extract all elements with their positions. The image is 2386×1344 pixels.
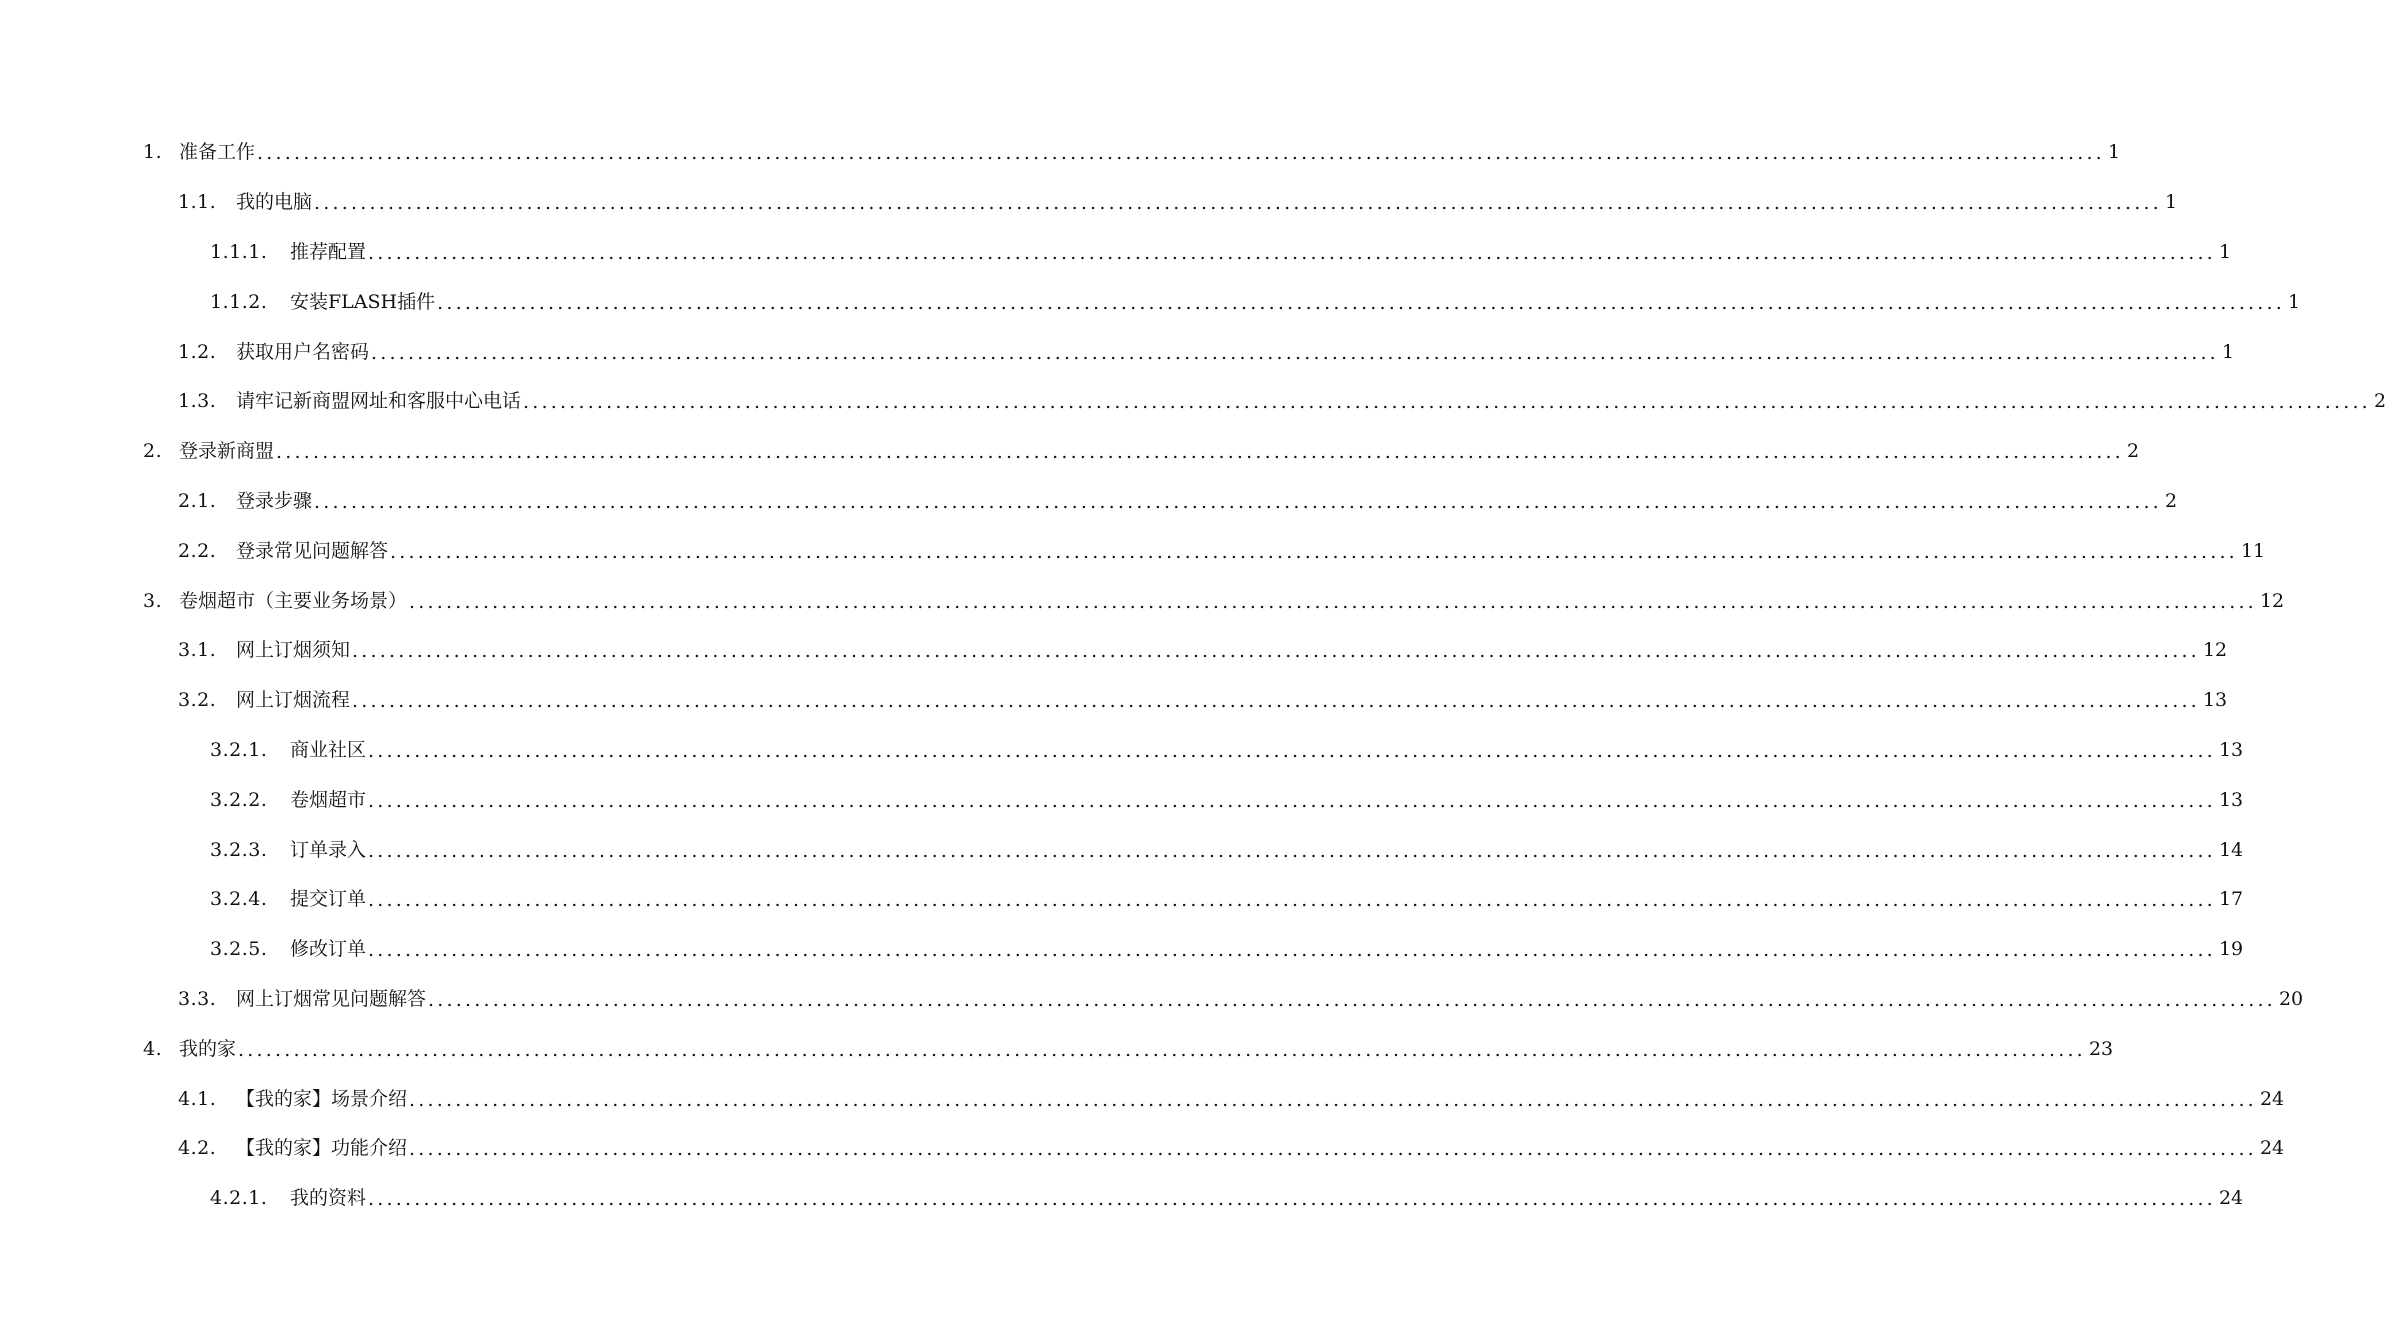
toc-entry-title: 请牢记新商盟网址和客服中心电话 <box>236 390 522 413</box>
toc-dot-leader: ........................................................................................................................................................................................................ <box>523 391 2371 414</box>
toc-entry-page-number: 17 <box>2218 888 2244 911</box>
toc-entry-number: 3.2. <box>178 689 217 712</box>
toc-entry-number: 1.3. <box>178 390 217 413</box>
toc-entry-page-number: 23 <box>2088 1037 2114 1060</box>
toc-entry-title: 【我的家】功能介绍 <box>236 1137 408 1160</box>
toc-entry[interactable] <box>0 1124 2285 1174</box>
toc-entry-page-number: 1 <box>2221 340 2235 363</box>
toc-entry-page-number: 1 <box>2164 191 2178 214</box>
toc-entry-title: 我的电脑 <box>236 191 313 214</box>
table-of-contents <box>0 128 2386 1224</box>
toc-entry-page-number: 13 <box>2218 788 2244 811</box>
toc-entry-title: 【我的家】场景介绍 <box>236 1087 408 1110</box>
toc-entry-page-number: 14 <box>2218 838 2244 861</box>
toc-entry-title: 推荐配置 <box>290 240 367 263</box>
toc-entry-title: 卷烟超市（主要业务场景） <box>179 589 408 612</box>
toc-dot-leader: ........................................................................................................................................................................................................ <box>368 839 2216 862</box>
toc-entry-title: 网上订烟流程 <box>236 689 351 712</box>
toc-dot-leader: ........................................................................................................................................................................................................ <box>390 540 2238 563</box>
toc-entry-number: 3.2.1. <box>210 738 268 761</box>
toc-entry-page-number: 20 <box>2278 987 2304 1010</box>
toc-dot-leader: ........................................................................................................................................................................................................ <box>368 889 2216 912</box>
toc-entry[interactable] <box>0 975 2304 1025</box>
toc-entry[interactable] <box>0 277 2301 327</box>
toc-entry-title: 网上订烟常见问题解答 <box>236 987 427 1010</box>
toc-entry-page-number: 11 <box>2240 539 2266 562</box>
toc-dot-leader: ........................................................................................................................................................................................................ <box>238 1038 2086 1061</box>
toc-entry[interactable] <box>0 726 2244 776</box>
toc-entry-title: 商业社区 <box>290 738 367 761</box>
toc-entry[interactable] <box>0 825 2244 875</box>
toc-entry-title: 提交订单 <box>290 888 367 911</box>
toc-entry-page-number: 1 <box>2107 141 2121 164</box>
toc-entry-page-number: 24 <box>2259 1087 2285 1110</box>
toc-dot-leader: ........................................................................................................................................................................................................ <box>368 1188 2216 1211</box>
toc-entry-page-number: 2 <box>2373 390 2386 413</box>
toc-entry-number: 4. <box>143 1037 163 1060</box>
toc-entry[interactable] <box>0 775 2244 825</box>
toc-dot-leader: ........................................................................................................................................................................................................ <box>352 640 2200 663</box>
toc-entry-number: 4.2. <box>178 1137 217 1160</box>
toc-entry[interactable] <box>0 178 2178 228</box>
toc-entry[interactable] <box>0 1174 2244 1224</box>
toc-entry-number: 1.1.2. <box>210 290 268 313</box>
toc-entry-title: 登录步骤 <box>236 489 313 512</box>
toc-entry-title: 网上订烟须知 <box>236 639 351 662</box>
toc-entry[interactable] <box>0 875 2244 925</box>
toc-dot-leader: ........................................................................................................................................................................................................ <box>314 490 2162 513</box>
toc-dot-leader: ........................................................................................................................................................................................................ <box>257 142 2105 165</box>
toc-entry[interactable] <box>0 676 2228 726</box>
toc-entry-page-number: 13 <box>2218 738 2244 761</box>
toc-entry-title: 卷烟超市 <box>290 788 367 811</box>
toc-dot-leader: ........................................................................................................................................................................................................ <box>368 789 2216 812</box>
toc-entry-number: 2. <box>143 440 163 463</box>
toc-entry[interactable] <box>0 477 2178 527</box>
toc-entry-number: 4.2.1. <box>210 1187 268 1210</box>
toc-entry-title: 我的家 <box>179 1037 237 1060</box>
toc-entry[interactable] <box>0 128 2121 178</box>
toc-entry-page-number: 12 <box>2259 589 2285 612</box>
toc-entry-page-number: 12 <box>2202 639 2228 662</box>
toc-entry[interactable] <box>0 1074 2285 1124</box>
toc-entry[interactable] <box>0 1024 2114 1074</box>
toc-entry-number: 3. <box>143 589 163 612</box>
toc-entry[interactable] <box>0 626 2228 676</box>
toc-dot-leader: ........................................................................................................................................................................................................ <box>371 341 2219 364</box>
toc-entry-number: 4.1. <box>178 1087 217 1110</box>
toc-entry-number: 3.2.3. <box>210 838 268 861</box>
toc-entry-title: 修改订单 <box>290 938 367 961</box>
toc-entry[interactable] <box>0 925 2244 975</box>
toc-entry-title: 安装FLASH插件 <box>290 290 436 313</box>
toc-dot-leader: ........................................................................................................................................................................................................ <box>409 1138 2257 1161</box>
toc-entry-number: 1. <box>143 141 163 164</box>
toc-entry-number: 2.2. <box>178 539 217 562</box>
toc-entry[interactable] <box>0 228 2232 278</box>
toc-entry-number: 3.2.4. <box>210 888 268 911</box>
toc-entry-title: 订单录入 <box>290 838 367 861</box>
toc-entry-number: 1.2. <box>178 340 217 363</box>
toc-dot-leader: ........................................................................................................................................................................................................ <box>368 939 2216 962</box>
toc-entry[interactable] <box>0 327 2235 377</box>
toc-entry[interactable] <box>0 576 2285 626</box>
toc-entry-page-number: 24 <box>2218 1187 2244 1210</box>
toc-entry-page-number: 2 <box>2164 489 2178 512</box>
toc-entry-number: 1.1. <box>178 191 217 214</box>
toc-entry-page-number: 2 <box>2126 440 2140 463</box>
toc-entry[interactable] <box>0 526 2266 576</box>
toc-entry-number: 3.2.5. <box>210 938 268 961</box>
toc-entry-title: 登录常见问题解答 <box>236 539 389 562</box>
toc-entry[interactable] <box>0 427 2140 477</box>
toc-dot-leader: ........................................................................................................................................................................................................ <box>276 441 2124 464</box>
toc-dot-leader: ........................................................................................................................................................................................................ <box>314 192 2162 215</box>
toc-dot-leader: ........................................................................................................................................................................................................ <box>409 590 2257 613</box>
toc-entry-number: 3.2.2. <box>210 788 268 811</box>
toc-entry-page-number: 13 <box>2202 689 2228 712</box>
toc-entry-page-number: 24 <box>2259 1137 2285 1160</box>
toc-entry-number: 3.1. <box>178 639 217 662</box>
toc-dot-leader: ........................................................................................................................................................................................................ <box>368 739 2216 762</box>
toc-dot-leader: ........................................................................................................................................................................................................ <box>368 241 2216 264</box>
toc-entry-page-number: 1 <box>2218 240 2232 263</box>
toc-entry-number: 1.1.1. <box>210 240 268 263</box>
toc-dot-leader: ........................................................................................................................................................................................................ <box>437 291 2286 314</box>
toc-entry-number: 3.3. <box>178 987 217 1010</box>
toc-entry-title: 准备工作 <box>179 141 256 164</box>
toc-dot-leader: ........................................................................................................................................................................................................ <box>428 988 2276 1011</box>
toc-entry-page-number: 19 <box>2218 938 2244 961</box>
toc-dot-leader: ........................................................................................................................................................................................................ <box>352 690 2200 713</box>
toc-entry-page-number: 1 <box>2288 290 2301 313</box>
toc-entry-title: 获取用户名密码 <box>236 340 370 363</box>
toc-entry-title: 我的资料 <box>290 1187 367 1210</box>
toc-entry[interactable] <box>0 377 2386 427</box>
toc-entry-number: 2.1. <box>178 489 217 512</box>
toc-entry-title: 登录新商盟 <box>179 440 275 463</box>
toc-dot-leader: ........................................................................................................................................................................................................ <box>409 1088 2257 1111</box>
